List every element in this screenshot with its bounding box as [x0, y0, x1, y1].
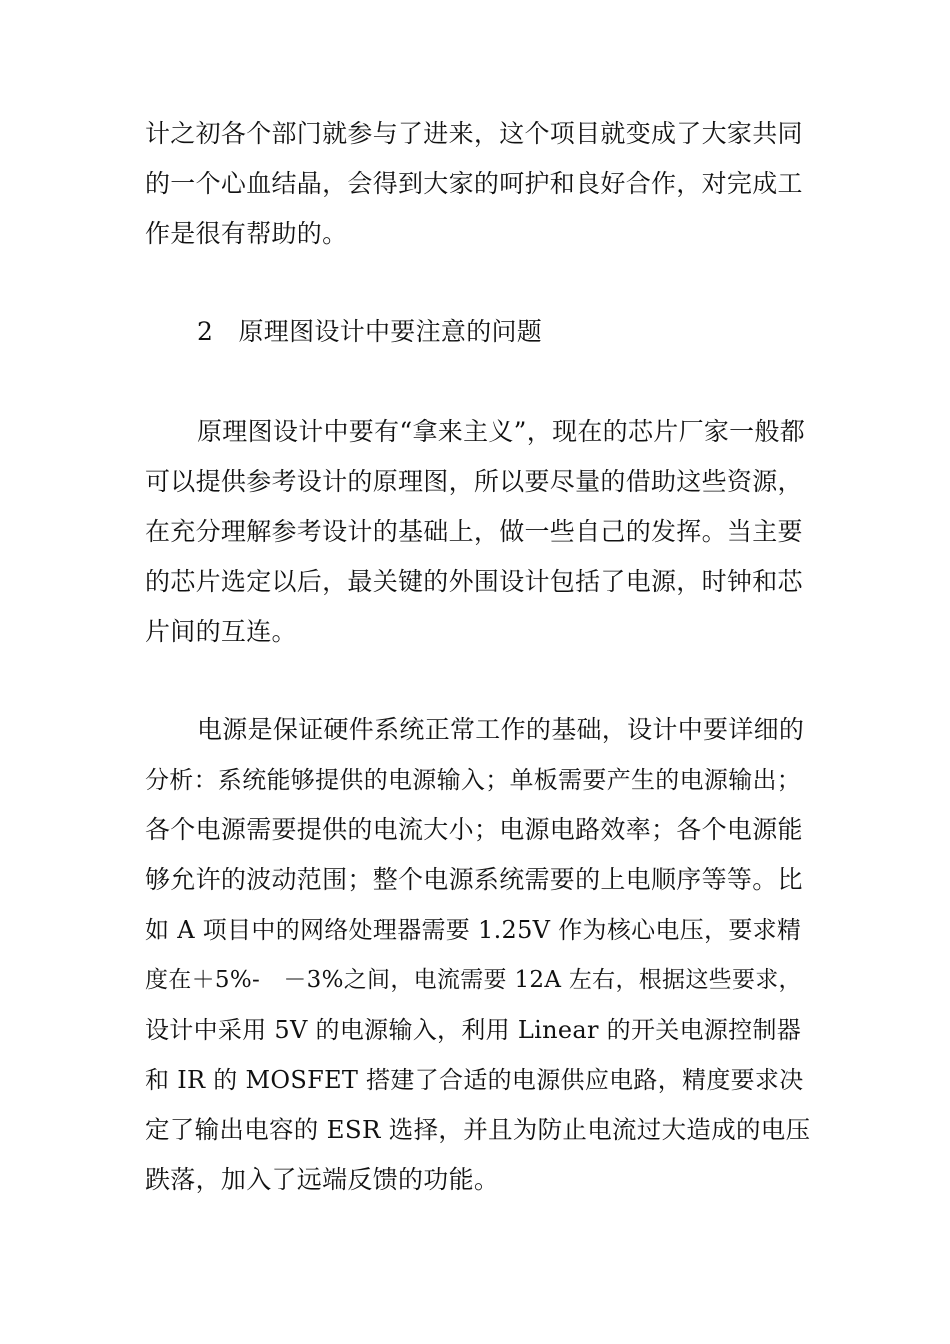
paragraph-line: 的一个心血结晶，会得到大家的呵护和良好合作，对完成工 [145, 169, 803, 198]
paragraph-line: 设计中采用 5V 的电源输入，利用 Linear 的开关电源控制器 [145, 1016, 802, 1044]
paragraph-line: 定了输出电容的 ESR 选择，并且为防止电流过大造成的电压 [145, 1115, 811, 1144]
paragraph-line: 在充分理解参考设计的基础上，做一些自己的发挥。当主要 [145, 517, 803, 546]
paragraph-line: 可以提供参考设计的原理图，所以要尽量的借助这些资源， [145, 467, 803, 496]
paragraph-line: 的芯片选定以后，最关键的外围设计包括了电源，时钟和芯 [145, 567, 803, 596]
paragraph-line: 片间的互连。 [145, 617, 297, 646]
paragraph-line: 计之初各个部门就参与了进来，这个项目就变成了大家共同 [145, 119, 803, 148]
paragraph-line: 原理图设计中要有“拿来主义”，现在的芯片厂家一般都 [197, 417, 806, 446]
paragraph-line: 各个电源需要提供的电流大小；电源电路效率；各个电源能 [145, 815, 803, 844]
paragraph-line: 如 A 项目中的网络处理器需要 1.25V 作为核心电压，要求精 [145, 916, 802, 944]
paragraph-line: 跌落，加入了远端反馈的功能。 [145, 1165, 500, 1194]
paragraph-line: 够允许的波动范围；整个电源系统需要的上电顺序等等。比 [145, 865, 803, 894]
paragraph-line: 度在＋5%- －3%之间，电流需要 12A 左右，根据这些要求， [145, 967, 802, 993]
paragraph-line: 分析：系统能够提供的电源输入；单板需要产生的电源输出； [145, 766, 802, 794]
paragraph-line: 电源是保证硬件系统正常工作的基础，设计中要详细的 [197, 715, 805, 744]
paragraph-line: 作是很有帮助的。 [145, 219, 348, 248]
section-heading: 2 原理图设计中要注意的问题 [197, 317, 543, 346]
paragraph-line: 和 IR 的 MOSFET 搭建了合适的电源供应电路，精度要求决 [145, 1066, 804, 1094]
